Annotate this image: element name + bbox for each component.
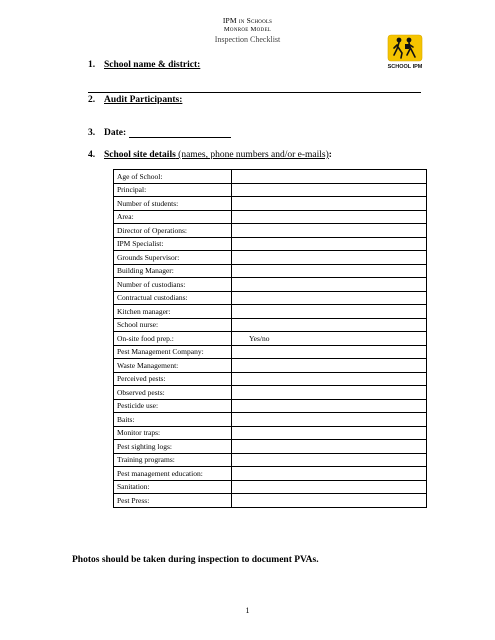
school-name-line[interactable] (88, 92, 421, 93)
question-1 (88, 60, 200, 70)
header-model: Monroe Model (223, 26, 272, 33)
details-label: Age of School: (114, 170, 232, 184)
logo-text: SCHOOL IPM (387, 64, 423, 70)
details-label: Contractual custodians: (114, 291, 232, 305)
details-row (114, 494, 427, 508)
question-3 (88, 127, 231, 138)
details-value-field[interactable] (232, 170, 427, 184)
details-row (114, 210, 427, 224)
details-label: Perceived pests: (114, 372, 232, 386)
details-row (114, 413, 427, 427)
details-value-field[interactable] (232, 426, 427, 440)
details-row (114, 237, 427, 251)
details-label: Observed pests: (114, 386, 232, 400)
details-label: Sanitation: (114, 480, 232, 494)
question-4-colon: : (328, 150, 332, 160)
details-value-field[interactable] (232, 305, 427, 319)
details-label: Pest Management Company: (114, 345, 232, 359)
details-label: Training programs: (114, 453, 232, 467)
details-row (114, 264, 427, 278)
details-row (114, 291, 427, 305)
details-value-field[interactable] (232, 291, 427, 305)
details-value-field[interactable]: Yes/no (232, 332, 427, 346)
details-value-field[interactable] (232, 183, 427, 197)
details-value-field[interactable] (232, 345, 427, 359)
details-row (114, 197, 427, 211)
question-3-number: 3. (88, 128, 96, 138)
details-row (114, 453, 427, 467)
details-label: Number of students: (114, 197, 232, 211)
question-4-suffix: (names, phone numbers and/or e-mails) (175, 150, 329, 160)
details-label: Number of custodians: (114, 278, 232, 292)
question-2-number: 2. (88, 95, 96, 105)
details-row (114, 332, 427, 346)
school-details-table (113, 169, 427, 508)
question-1-label: School name & district: (104, 60, 201, 70)
details-label: Kitchen manager: (114, 305, 232, 319)
details-value-field[interactable] (232, 467, 427, 481)
details-label: Building Manager: (114, 264, 232, 278)
details-row (114, 386, 427, 400)
date-field[interactable] (129, 127, 231, 138)
details-label: Monitor traps: (114, 426, 232, 440)
details-value-field[interactable] (232, 372, 427, 386)
details-value-field[interactable] (232, 278, 427, 292)
details-label: On-site food prep.: (114, 332, 232, 346)
details-value-field[interactable] (232, 264, 427, 278)
details-row (114, 372, 427, 386)
question-4 (88, 150, 332, 160)
details-row (114, 183, 427, 197)
question-4-label: School site details (104, 150, 176, 160)
details-label: Waste Management: (114, 359, 232, 373)
details-label: Pesticide use: (114, 399, 232, 413)
details-value-field[interactable] (232, 359, 427, 373)
details-row (114, 305, 427, 319)
details-label: Grounds Supervisor: (114, 251, 232, 265)
details-row (114, 318, 427, 332)
details-row (114, 426, 427, 440)
details-label: Pest Press: (114, 494, 232, 508)
details-value-field[interactable] (232, 224, 427, 238)
details-value-field[interactable] (232, 197, 427, 211)
details-label: Principal: (114, 183, 232, 197)
details-value-field[interactable] (232, 440, 427, 454)
question-2-label: Audit Participants: (104, 95, 183, 105)
details-value-field[interactable] (232, 210, 427, 224)
details-value-field[interactable] (232, 480, 427, 494)
details-row (114, 278, 427, 292)
question-1-number: 1. (88, 60, 96, 70)
details-value-field[interactable] (232, 494, 427, 508)
details-label: Pest management education: (114, 467, 232, 481)
page-number: 1 (245, 606, 250, 615)
details-row (114, 467, 427, 481)
details-label: Director of Operations: (114, 224, 232, 238)
header-program: IPM in Schools (222, 16, 273, 25)
school-ipm-logo (384, 33, 426, 71)
header-title: Inspection Checklist (214, 35, 281, 44)
details-value-field[interactable] (232, 251, 427, 265)
details-row (114, 251, 427, 265)
details-row (114, 399, 427, 413)
question-3-label: Date: (104, 128, 127, 138)
details-value-field[interactable] (232, 386, 427, 400)
details-label: Area: (114, 210, 232, 224)
details-label: Baits: (114, 413, 232, 427)
details-value-field[interactable] (232, 318, 427, 332)
details-row (114, 480, 427, 494)
details-label: School nurse: (114, 318, 232, 332)
question-4-number: 4. (88, 150, 96, 160)
details-row (114, 359, 427, 373)
details-value-field[interactable] (232, 413, 427, 427)
question-2 (88, 95, 182, 105)
details-value-field[interactable] (232, 453, 427, 467)
details-value-field[interactable] (232, 399, 427, 413)
details-value-field[interactable] (232, 237, 427, 251)
details-row (114, 224, 427, 238)
details-row (114, 440, 427, 454)
details-label: Pest sighting logs: (114, 440, 232, 454)
details-label: IPM Specialist: (114, 237, 232, 251)
details-row (114, 345, 427, 359)
details-row (114, 170, 427, 184)
photos-note: Photos should be taken during inspection to document PVAs. (72, 555, 319, 565)
